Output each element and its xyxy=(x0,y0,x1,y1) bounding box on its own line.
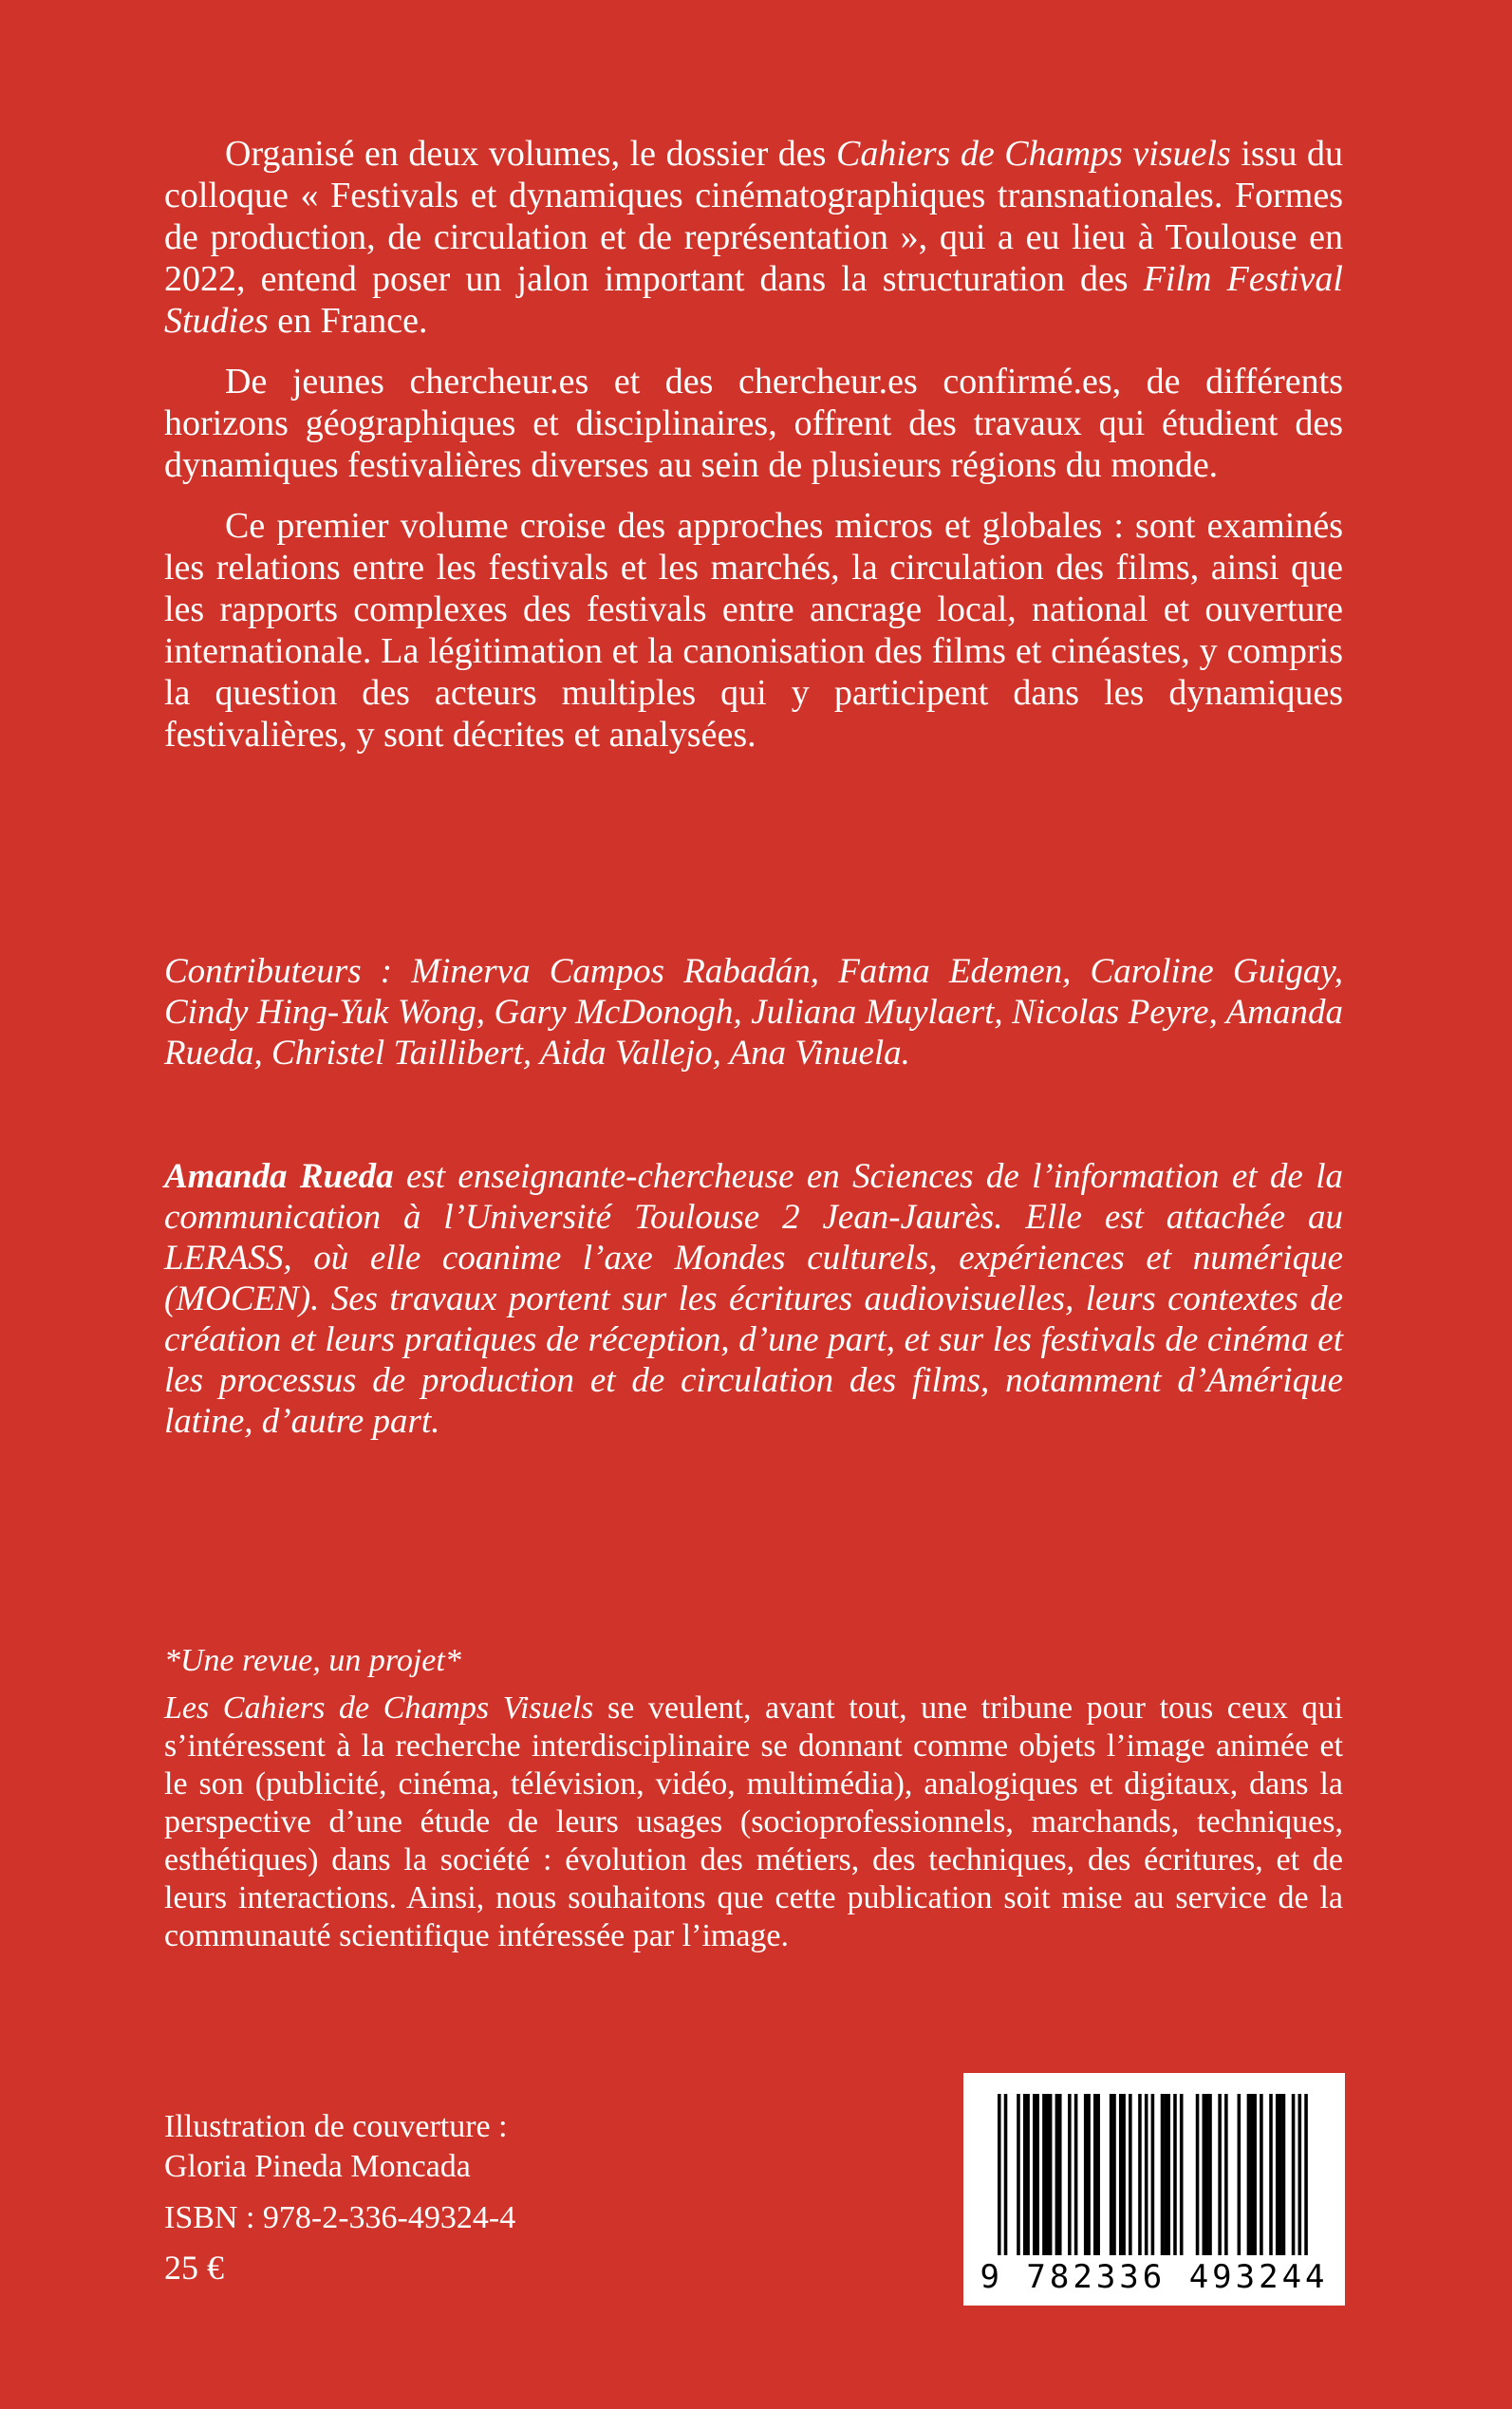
barcode-bar xyxy=(1046,2094,1050,2255)
barcode-bar xyxy=(1026,2094,1030,2255)
barcode-bar xyxy=(1145,2094,1148,2255)
series-text xyxy=(164,1690,1343,1955)
description xyxy=(164,133,1343,775)
barcode-bar xyxy=(1138,2094,1142,2255)
series-heading: *Une revue, un projet* xyxy=(164,1643,461,1678)
barcode-bar xyxy=(1151,2094,1155,2255)
barcode-bar xyxy=(1164,2094,1167,2255)
barcode-bar xyxy=(1173,2094,1177,2255)
description-paragraph-2: De jeunes chercheur.es et des chercheur.es confirmé.es, de différents horizons géographiques et disciplinaires, offrent des travaux qui étudient des dynamiques festivalières diverses au sein de plusieurs régions du monde. xyxy=(164,362,1343,485)
contributors-text: Contributeurs : Minerva Campos Rabadán, Fatma Edemen, Caroline Guigay, Cindy Hing-Yuk Wong, Gary McDonogh, Juliana Muylaert, Nicolas Peyre, Amanda Rueda, Christel Taillibert, Aida Vallejo, Ana Vinuela. xyxy=(164,952,1343,1073)
author-name: Amanda Rueda xyxy=(164,1157,394,1196)
contributors xyxy=(164,951,1343,1074)
barcode-bar xyxy=(1129,2094,1132,2255)
barcode-bar xyxy=(1110,2094,1113,2255)
barcode-bar xyxy=(1208,2094,1212,2255)
credits xyxy=(164,2107,515,2288)
barcode-bar xyxy=(1205,2094,1209,2255)
barcode-bar xyxy=(1017,2094,1020,2255)
barcode-bar xyxy=(1112,2094,1116,2255)
paragraph-text: Organisé en deux volumes, le dossier des xyxy=(225,134,836,174)
barcode-bar xyxy=(1218,2094,1222,2255)
barcode-bar xyxy=(1004,2094,1008,2255)
barcode-bar xyxy=(1269,2094,1273,2255)
author-bio xyxy=(164,1156,1343,1442)
paragraph-text: issu du colloque « Festivals et dynamiques cinématographiques transnationales. Formes de production, de circulation et de représentation », qui a eu lieu à Toulouse en 2022, entend poser un jalon important dans la structuration des xyxy=(164,134,1343,299)
barcode-bar xyxy=(1042,2094,1046,2255)
barcode-bar xyxy=(1074,2094,1078,2255)
barcode-bar xyxy=(1068,2094,1072,2255)
barcode-bar xyxy=(1036,2094,1039,2255)
barcode-bar xyxy=(1033,2094,1036,2255)
description-paragraph-3: Ce premier volume croise des approches micros et globales : sont examinés les relations entre les festivals et les marchés, la circulation des films, ainsi que les rapports complexes des festivals entre ancrage local, national et ouverture internationale. La légitimation et la canonisation des films et cinéastes, y compris la question des acteurs multiples qui y participent dans les dynamiques festivalières, y sont décrites et analysées. xyxy=(164,506,1343,755)
barcode-bar xyxy=(1180,2094,1184,2255)
isbn: ISBN : 978-2-336-49324-4 xyxy=(164,2200,516,2235)
price: 25 € xyxy=(164,2249,224,2287)
author-bio-text xyxy=(164,1156,1343,1442)
series-body: se veulent, avant tout, une tribune pour tous ceux qui s’intéressent à la recherche interdisciplinaire se donnant comme objets l’image animée et le son (publicité, cinéma, télévision, vidéo, multimédia), analogiques et digitaux, dans la perspective d’une étude de leurs usages (socioprofessionnels, marchands, techniques, esthétiques) dans la société : évolution des métiers, des techniques, des écritures, et de leurs interactions. Ainsi, nous souhaitons que cette publication soit mise au service de la communauté scientifique intéressée par l’image. xyxy=(164,1690,1343,1953)
description-paragraph-1 xyxy=(164,133,1343,342)
illustrator-name: Gloria Pineda Moncada xyxy=(164,2149,471,2184)
barcode-bar xyxy=(1196,2094,1200,2255)
barcode-bar xyxy=(1247,2094,1251,2255)
barcode-digits: 9 782336 493244 xyxy=(980,2258,1329,2296)
barcode-bar xyxy=(1093,2094,1097,2255)
barcode-bar xyxy=(1238,2094,1241,2255)
barcode-bar xyxy=(1058,2094,1062,2255)
barcode-bar xyxy=(1161,2094,1165,2255)
author-bio-body: est enseignante-chercheuse en Sciences de l’information et de la communication à l’Université Toulouse 2 Jean-Jaurès. Elle est attachée au LERASS, où elle coanime l’axe Mondes culturels, expériences et numérique (MOCEN). Ses travaux portent sur les écritures audiovisuelles, leurs contextes de création et leurs pratiques de réception, d’une part, et sur les festivals de cinéma et les processus de production et de circulation des films, notamment d’Amérique latine, d’autre part. xyxy=(164,1157,1343,1441)
barcode-bar xyxy=(1250,2094,1254,2255)
barcode-bar xyxy=(1049,2094,1053,2255)
barcode-bar xyxy=(1304,2094,1308,2255)
illustration-label: Illustration de couverture : xyxy=(164,2109,508,2144)
field-name: Film Festival Studies xyxy=(164,259,1343,341)
barcode-bar xyxy=(1096,2094,1100,2255)
barcode-bar xyxy=(1282,2094,1286,2255)
barcode-bar xyxy=(1023,2094,1027,2255)
barcode-bar xyxy=(1276,2094,1279,2255)
barcode-bar xyxy=(1224,2094,1228,2255)
barcode-bar xyxy=(1055,2094,1059,2255)
barcode xyxy=(963,2073,1345,2306)
series-description xyxy=(164,1642,1343,1955)
barcode-bar xyxy=(1122,2094,1126,2255)
barcode-bar xyxy=(1292,2094,1296,2255)
series-title: Les Cahiers de Champs Visuels xyxy=(164,1690,594,1726)
barcode-bar xyxy=(1119,2094,1123,2255)
barcode-bar xyxy=(1087,2094,1091,2255)
barcode-bar xyxy=(1203,2094,1206,2255)
barcode-bar xyxy=(1298,2094,1302,2255)
barcode-bar xyxy=(1279,2094,1282,2255)
paragraph-text: en France. xyxy=(268,301,428,341)
barcode-bar xyxy=(1253,2094,1257,2255)
barcode-bar xyxy=(1260,2094,1263,2255)
barcode-bar xyxy=(998,2094,1001,2255)
barcode-bar xyxy=(1167,2094,1170,2255)
journal-title: Cahiers de Champs visuels xyxy=(835,134,1231,174)
barcode-bar xyxy=(1084,2094,1088,2255)
